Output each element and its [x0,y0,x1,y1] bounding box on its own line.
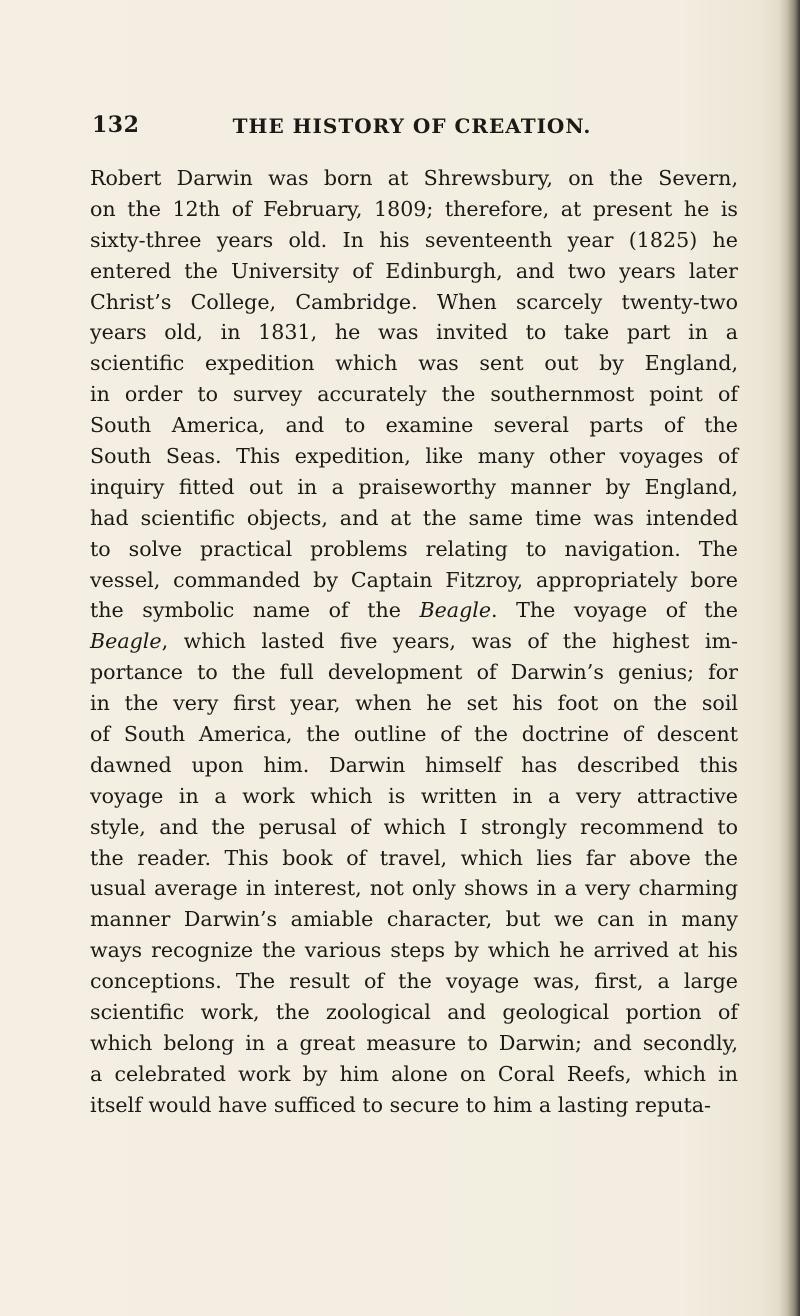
body-text [90,163,738,1121]
text-line: of South America, the outline of the doctrine of descent [90,722,738,747]
text-line: in order to survey accurately the southernmost point of [90,382,738,407]
page-binding-edge [778,0,800,1316]
text-line: portance to the full development of Darwin’s genius; for [90,660,738,685]
text-line: itself would have sufficed to secure to him a lasting reputa- [90,1092,711,1117]
text-line: to solve practical problems relating to navigation. The [90,536,738,561]
text-line: Beagle, which lasted five years, was of the highest im- [90,629,738,654]
text-line: scientific work, the zoological and geological portion of [90,1000,738,1025]
text-line: usual average in interest, not only shows in a very charming [90,876,738,901]
text-line: manner Darwin’s amiable character, but we can in many [90,907,738,932]
text-line: had scientific objects, and at the same time was intended [90,505,738,530]
text-line: ways recognize the various steps by which he arrived at his [90,938,738,963]
text-line: conceptions. The result of the voyage was, first, a large [90,969,738,994]
text-line: Robert Darwin was born at Shrewsbury, on the Severn, [90,166,738,190]
text-line: on the 12th of February, 1809; therefore, at present he is [90,196,738,221]
text-line: entered the University of Edinburgh, and two years later [90,258,738,283]
text-line: dawned upon him. Darwin himself has described this [90,752,738,777]
text-line: voyage in a work which is written in a very attractive [90,783,738,808]
text-line: the reader. This book of travel, which lies far above the [90,845,738,870]
text-line: South Seas. This expedition, like many other voyages of [90,444,738,469]
text-line: years old, in 1831, he was invited to take part in a [90,320,738,345]
text-line: inquiry fitted out in a praiseworthy manner by England, [90,474,738,499]
text-line: a celebrated work by him alone on Coral Reefs, which in [90,1061,738,1086]
text-line: which belong in a great measure to Darwin; and secondly, [90,1030,738,1055]
text-line: in the very first year, when he set his foot on the soil [90,691,738,716]
running-title: THE HISTORY OF CREATION. [232,114,592,138]
text-line: sixty-three years old. In his seventeenth year (1825) he [90,227,738,252]
text-line: South America, and to examine several parts of the [90,413,738,438]
page-header [92,112,732,146]
page-number: 132 [92,112,140,138]
text-line: Christ’s College, Cambridge. When scarcely twenty-two [90,289,738,314]
text-line: the symbolic name of the Beagle. The voyage of the [90,598,738,623]
text-line: vessel, commanded by Captain Fitzroy, appropriately bore [90,567,738,592]
text-line: style, and the perusal of which I strongly recommend to [90,814,738,839]
text-line: scientific expedition which was sent out by England, [90,351,738,376]
